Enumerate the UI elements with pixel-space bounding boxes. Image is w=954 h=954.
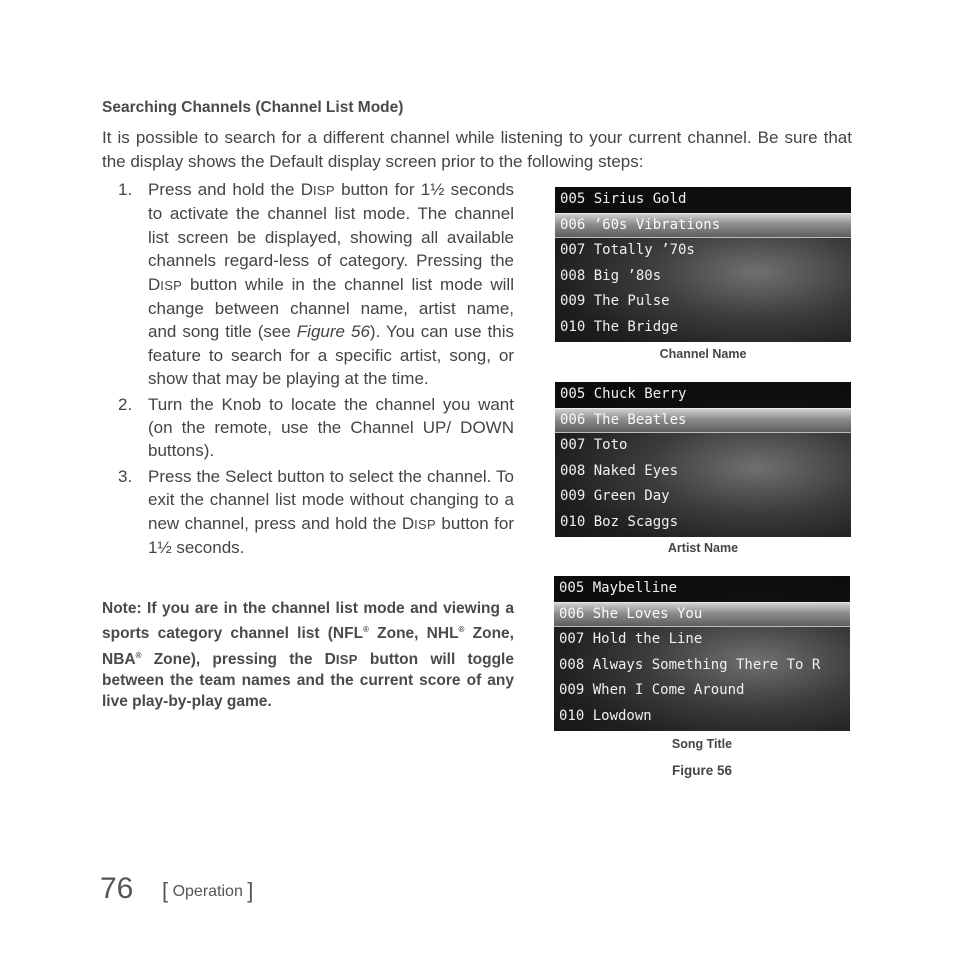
note-label: Note: [102,600,142,617]
selected-list-row: 006 The Beatles [555,408,851,434]
screen-caption: Channel Name [659,347,747,361]
list-row: 008 Always Something There To R [559,656,821,673]
list-row: 007 Hold the Line [559,631,703,647]
figure-reference: Figure 56 [296,322,370,342]
step-1: 1. Press and hold the DISP button for 1½ seconds to activate the channel list mode. The channel list screen be displayed, showing all available channels regard-less of category. Pressing the DISP button while in the channel list mode will change between channel name, artist name, and song title (see Figure 56). You can use this feature to search for a specific artist, song, or show that may be playing at the time. [118,180,515,389]
figure-label: Figure 56 [671,763,733,778]
list-row: 007 Toto [560,437,628,453]
step-number: 2. [118,394,133,414]
channel-name-screen [555,187,851,342]
step-number: 1. [118,180,133,199]
screen-caption: Artist Name [667,541,739,555]
note-paragraph: Note: If you are in the channel list mode and viewing a sports category channel list (NFL® Zone, NHL® Zone, NBA® Zone), pressing the DISP button will toggle between the team names and the current score of any live play-by-play game. [102,600,514,711]
list-row: 007 Totally ’70s [560,242,695,258]
step-number: 3. [118,466,133,486]
step-3: 3. Press the Select button to select the channel. To exit the channel list mode without changing to a new channel, press and hold the DISP button for 1½ seconds. [118,466,514,558]
step-2: 2. Turn the Knob to locate the channel you want (on the remote, use the Channel UP/ DOWN buttons). [118,394,514,461]
list-row: 008 Naked Eyes [560,462,679,479]
list-row: 005 Maybelline [554,576,850,602]
screen-caption: Song Title [671,737,733,751]
section-heading: Searching Channels (Channel List Mode) [102,99,404,116]
list-row: 010 Lowdown [559,707,652,724]
list-row: 009 When I Come Around [559,682,745,698]
list-row: 010 The Bridge [560,318,679,335]
list-row: 005 Sirius Gold [555,187,851,213]
list-row: 005 Chuck Berry [555,382,851,408]
list-row: 009 The Pulse [560,293,670,309]
artist-name-screen [555,382,851,537]
list-row: 008 Big ’80s [560,267,662,284]
selected-list-row: 006 ’60s Vibrations [555,213,851,239]
steps-list [118,178,514,562]
section-label: [ Operation ] [162,878,254,903]
list-row: 009 Green Day [560,488,670,504]
song-title-screen [554,576,850,731]
page-number: 76 [100,872,134,905]
intro-paragraph: It is possible to search for a different channel while listening to your current channel. Be sure that the display shows the Default display screen prior to the following steps: [102,128,852,171]
selected-list-row: 006 She Loves You [554,602,850,628]
list-row: 010 Boz Scaggs [560,513,679,530]
